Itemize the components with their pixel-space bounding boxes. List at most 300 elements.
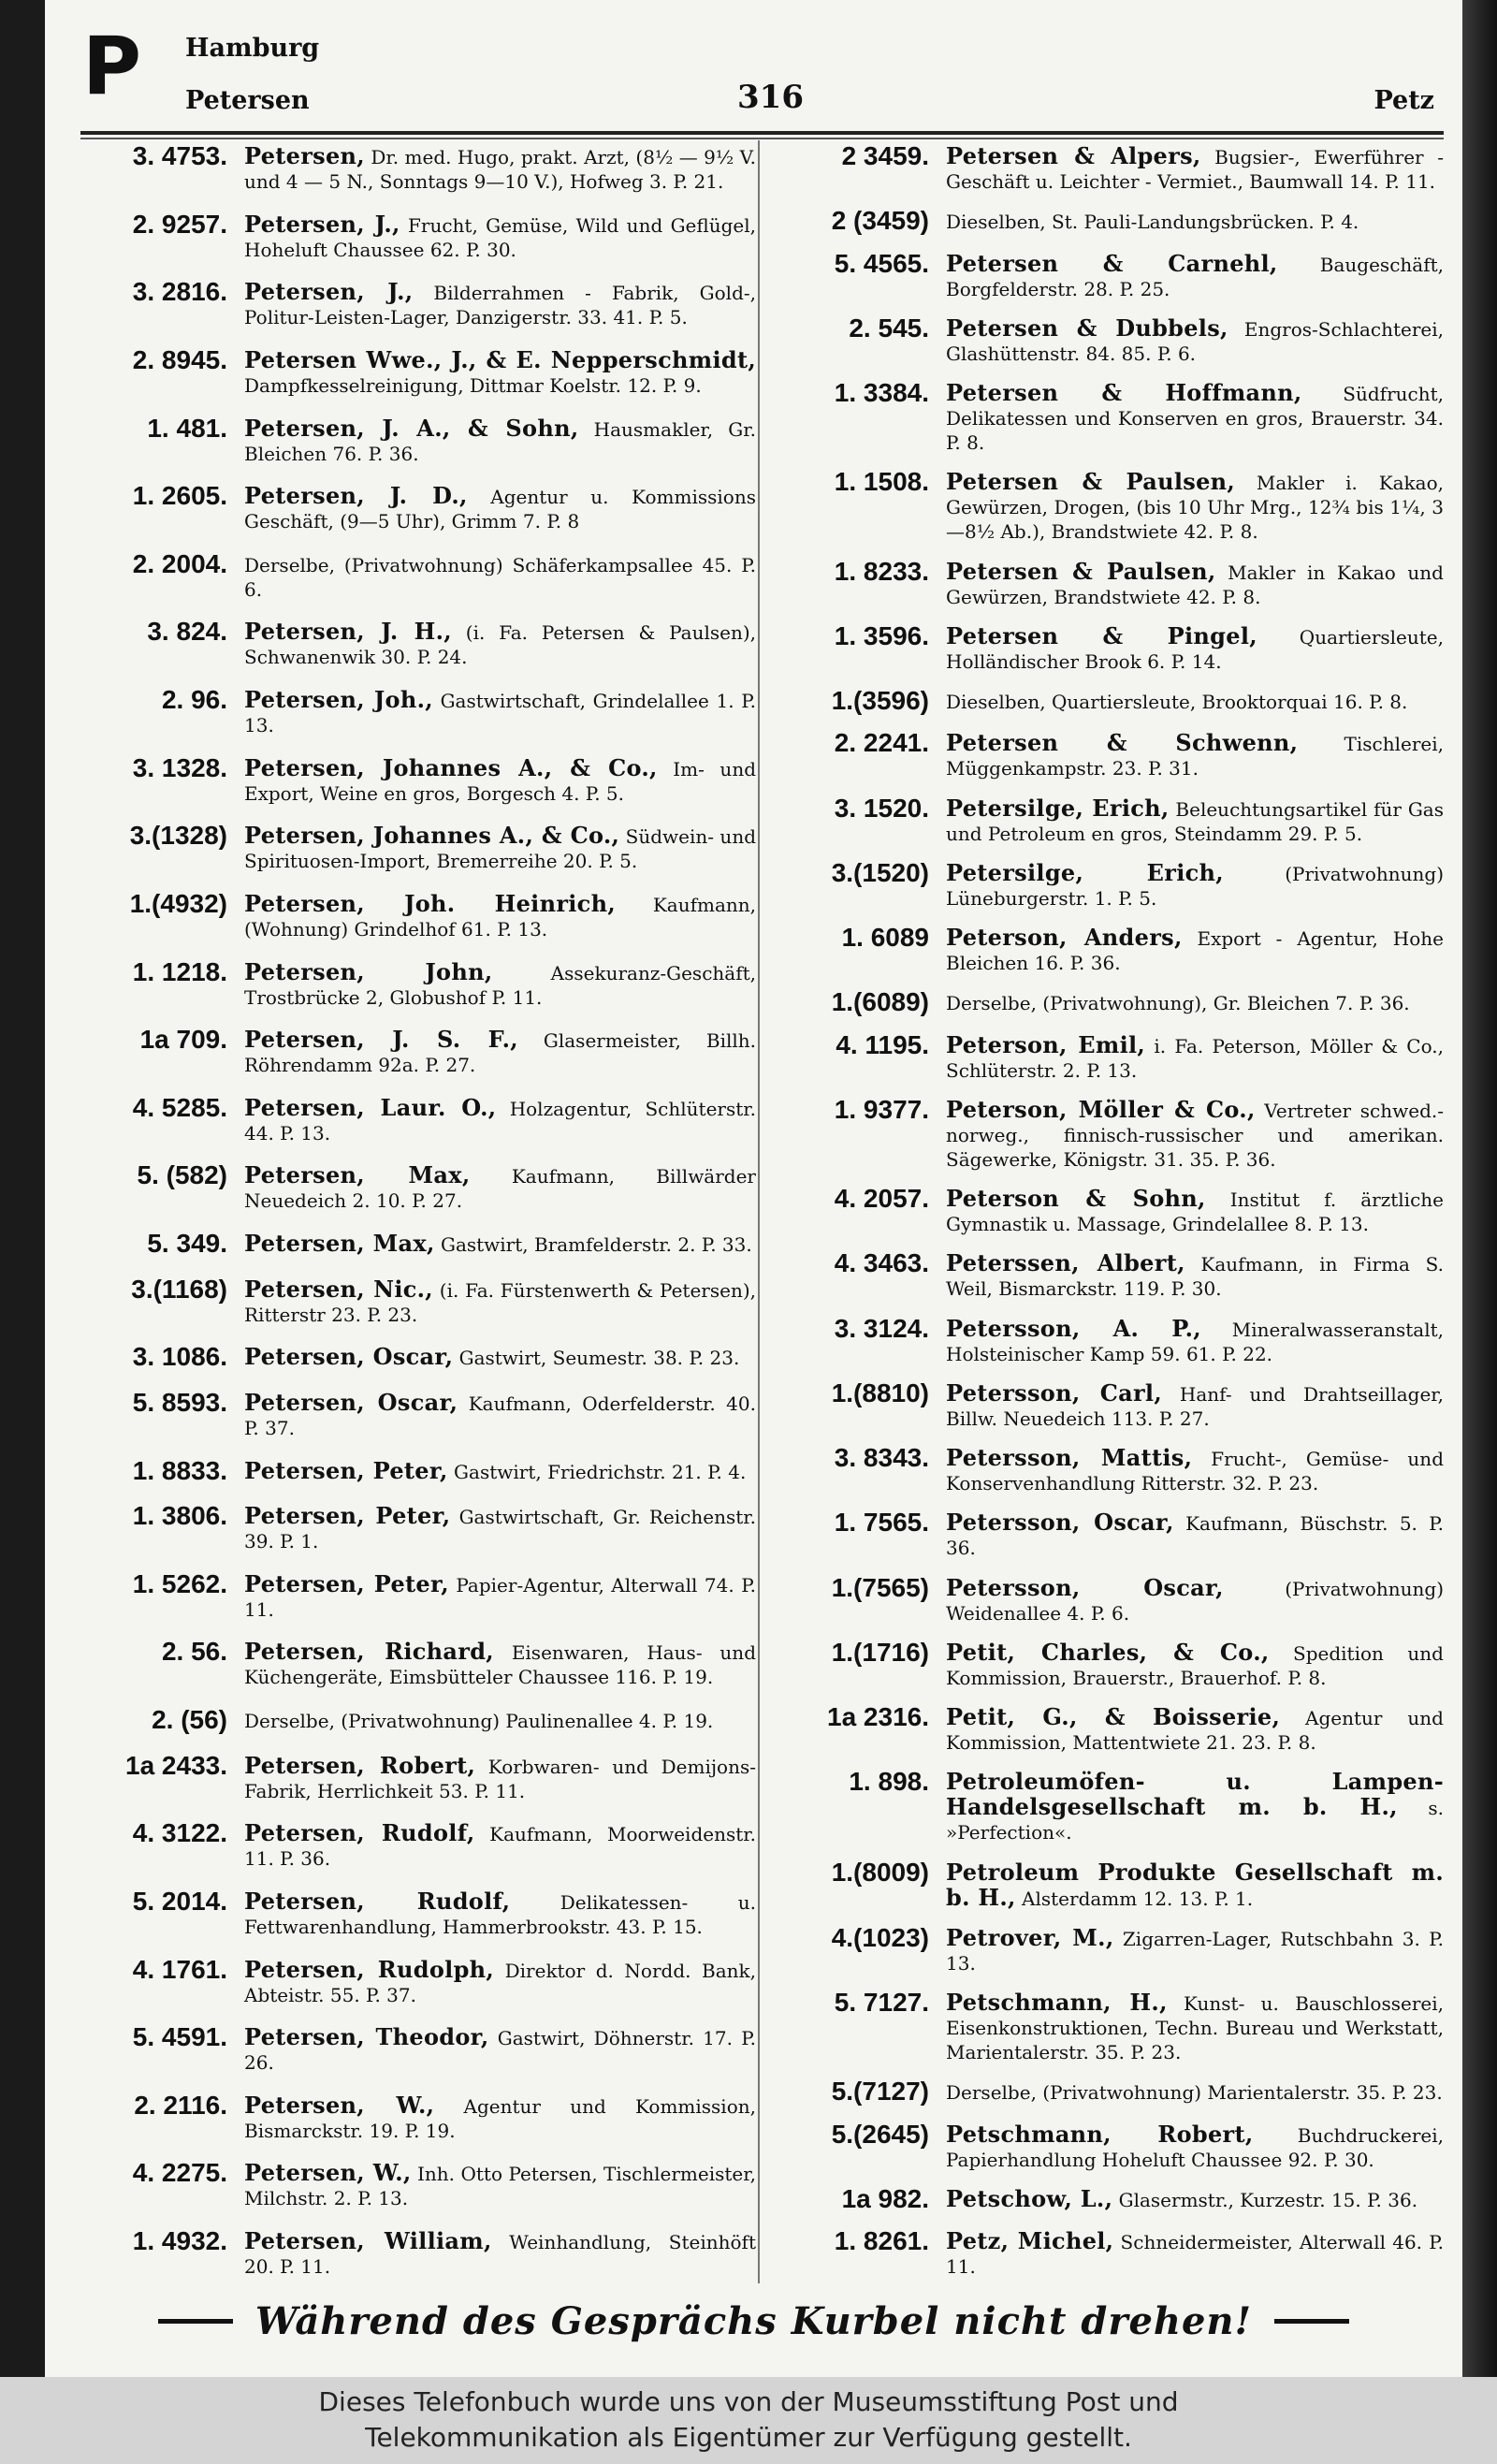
entry-details: Bugsier-, Ewerführer - Geschäft u. Leichter - Vermiet., Baumwall 14. P. 11. bbox=[946, 146, 1445, 193]
directory-entry bbox=[87, 140, 756, 194]
entry-text bbox=[946, 248, 1444, 301]
entry-details: Gastwirtschaft, Gr. Reichenstr. 39. P. 1. bbox=[244, 1506, 756, 1553]
phone-number: 1. 8261. bbox=[834, 2226, 929, 2255]
phone-number: 2. 8945. bbox=[132, 344, 227, 374]
directory-entry bbox=[87, 1159, 756, 1213]
entry-text bbox=[244, 2225, 756, 2279]
entry-details: Hanf- und Drahtseillager, Billw. Neuedeich 113. P. 27. bbox=[946, 1382, 1445, 1430]
entry-text bbox=[946, 140, 1444, 194]
entry-text bbox=[244, 2090, 756, 2143]
left-column bbox=[87, 140, 756, 2279]
entry-text bbox=[946, 2119, 1444, 2172]
directory-entry bbox=[87, 684, 756, 737]
phone-number: 4. 5285. bbox=[132, 1092, 227, 1122]
entry-text bbox=[244, 820, 756, 873]
directory-entry bbox=[87, 1954, 756, 2007]
entry-details: Tischlerei, Müggenkampstr. 23. P. 31. bbox=[946, 733, 1445, 780]
entry-details: Kaufmann, Büschstr. 5. P. 36. bbox=[946, 1512, 1444, 1560]
phone-number: 4. 1761. bbox=[132, 1954, 227, 1984]
subscriber-name: Petersen, Oscar, bbox=[244, 1388, 458, 1416]
phone-number: 4. 2275. bbox=[132, 2158, 227, 2188]
directory-entry bbox=[87, 548, 756, 602]
subscriber-name: Petersen, J., bbox=[244, 210, 400, 238]
subscriber-name: Petschow, L., bbox=[946, 2184, 1113, 2212]
entry-text bbox=[244, 752, 756, 806]
phone-number: 5. 8593. bbox=[132, 1387, 227, 1417]
entry-details: Assekuranz-Geschäft, Trostbrücke 2, Globushof P. 11. bbox=[244, 961, 756, 1009]
entry-text bbox=[244, 1954, 756, 2007]
phone-number: 1. 1218. bbox=[132, 956, 227, 986]
entry-text bbox=[946, 922, 1444, 975]
entry-text bbox=[946, 685, 1444, 714]
entry-details: Korbwaren- und Demijons-Fabrik, Herrlichkeit 53. P. 11. bbox=[244, 1755, 756, 1802]
entry-text bbox=[946, 1766, 1444, 1844]
entry-text bbox=[946, 1378, 1444, 1431]
phone-number: 3. 3124. bbox=[834, 1313, 929, 1343]
entry-details: Dieselben, St. Pauli-Landungsbrücken. P. 4. bbox=[946, 211, 1359, 234]
phone-number: 3. 8343. bbox=[834, 1443, 929, 1472]
phone-number: 4.(1023) bbox=[831, 1922, 929, 1952]
range-end-name: Petz bbox=[1373, 86, 1434, 115]
subscriber-name: Petersen, J. H., bbox=[244, 618, 452, 646]
directory-entry bbox=[775, 140, 1444, 194]
entry-details: Kaufmann, Billwärder Neuedeich 2. 10. P. 27. bbox=[244, 1165, 756, 1213]
subscriber-name: Petersen, Peter, bbox=[244, 1502, 451, 1530]
phone-number: 1a 709. bbox=[139, 1025, 227, 1055]
entry-details: Derselbe, (Privatwohnung) Marientalerstr. 35. P. 23. bbox=[946, 2081, 1443, 2105]
footer-dash-left bbox=[158, 2319, 233, 2324]
right-column bbox=[775, 140, 1444, 2279]
entry-text bbox=[244, 1274, 756, 1327]
subscriber-name: Petersen, bbox=[244, 142, 365, 169]
directory-entry bbox=[775, 1313, 1444, 1366]
entry-text bbox=[946, 1029, 1444, 1083]
entry-details: Südwein- und Spirituosen-Import, Bremerreihe 20. P. 5. bbox=[244, 825, 756, 873]
entry-details: Weinhandlung, Steinhöft 20. P. 11. bbox=[244, 2231, 756, 2278]
directory-entry bbox=[87, 1500, 756, 1553]
directory-entry bbox=[87, 956, 756, 1010]
subscriber-name: Petersen, Rudolph, bbox=[244, 1955, 495, 1983]
header-rule bbox=[80, 131, 1444, 135]
directory-entry bbox=[87, 1024, 756, 1077]
entry-text bbox=[244, 1750, 756, 1803]
entry-details: Agentur und Kommission, Mattentwiete 21. 23. P. 8. bbox=[946, 1707, 1444, 1754]
subscriber-name: Petersen & Carnehl, bbox=[946, 249, 1278, 277]
subscriber-name: Petersen, Oscar, bbox=[244, 1343, 454, 1371]
phone-number: 1. 8233. bbox=[834, 556, 929, 586]
entry-details: Gastwirtschaft, Grindelallee 1. P. 13. bbox=[244, 690, 756, 736]
entry-details: Inh. Otto Petersen, Tischlermeister, Milchstr. 2. P. 13. bbox=[244, 2163, 756, 2210]
entry-text bbox=[244, 2021, 756, 2075]
directory-entry bbox=[775, 1247, 1444, 1301]
entry-details: Dieselben, Quartiersleute, Brooktorquai 16. P. 8. bbox=[946, 691, 1408, 713]
subscriber-name: Petersen & Alpers, bbox=[946, 142, 1201, 169]
directory-entry bbox=[87, 1387, 756, 1440]
directory-entry bbox=[87, 1886, 756, 1939]
directory-entry bbox=[775, 2183, 1444, 2214]
directory-entry bbox=[775, 2119, 1444, 2172]
subscriber-name: Petersson, Oscar, bbox=[946, 1509, 1174, 1537]
directory-entry bbox=[775, 793, 1444, 846]
range-start-name: Petersen bbox=[185, 86, 310, 115]
phone-number: 3.(1520) bbox=[831, 857, 929, 887]
directory-entry bbox=[87, 2090, 756, 2143]
phone-number: 1. 9377. bbox=[834, 1094, 929, 1124]
directory-entry bbox=[775, 1766, 1444, 1844]
subscriber-name: Petersen, W., bbox=[244, 2091, 435, 2119]
entry-text bbox=[946, 1442, 1444, 1495]
entry-text bbox=[244, 616, 756, 669]
entry-text bbox=[946, 1637, 1444, 1690]
directory-entry bbox=[87, 820, 756, 873]
entry-text bbox=[946, 1701, 1444, 1755]
subscriber-name: Petschmann, Robert, bbox=[946, 2120, 1254, 2148]
subscriber-name: Peterson, Möller & Co., bbox=[946, 1095, 1256, 1123]
phone-number: 5. 349. bbox=[147, 1229, 227, 1258]
page-number: 316 bbox=[737, 79, 804, 116]
directory-entry bbox=[775, 1857, 1444, 1911]
page-header bbox=[45, 0, 1462, 140]
entry-details: Kaufmann, (Wohnung) Grindelhof 61. P. 13. bbox=[244, 893, 756, 940]
entry-details: Gastwirt, Döhnerstr. 17. P. 26. bbox=[244, 2027, 756, 2075]
phone-number: 3. 4753. bbox=[132, 141, 227, 170]
directory-entry bbox=[775, 377, 1444, 455]
directory-entry bbox=[775, 922, 1444, 975]
entry-text bbox=[244, 1817, 756, 1871]
subscriber-name: Petit, Charles, & Co., bbox=[946, 1638, 1270, 1666]
directory-entry bbox=[87, 209, 756, 262]
entry-text bbox=[244, 140, 756, 194]
entry-details: (Privatwohnung) Weidenallee 4. P. 6. bbox=[946, 1577, 1444, 1625]
phone-number: 1.(8810) bbox=[831, 1378, 929, 1407]
entry-text bbox=[946, 1572, 1444, 1626]
phone-number: 2. 2241. bbox=[834, 728, 929, 758]
subscriber-name: Petersson, Carl, bbox=[946, 1378, 1162, 1407]
entry-details: Makler i. Kakao, Gewürzen, Drogen, (bis 10 Uhr Mrg., 12¾ bis 1¼, 3—8½ Ab.), Brandstwiete 42. P. 8. bbox=[946, 472, 1444, 544]
entry-details: Makler in Kakao und Gewürzen, Brandstwiete 42. P. 8. bbox=[946, 561, 1444, 608]
directory-entry bbox=[775, 1029, 1444, 1083]
phone-number: 3. 1520. bbox=[834, 793, 929, 823]
phone-number: 3.(1328) bbox=[129, 821, 227, 851]
caption-line-2: Telekommunikation als Eigentümer zur Verfügung gestellt. bbox=[365, 2422, 1132, 2453]
phone-number: 4. 3463. bbox=[834, 1248, 929, 1278]
subscriber-name: Peterson & Sohn, bbox=[946, 1185, 1206, 1212]
subscriber-name: Petersen, Max, bbox=[244, 1161, 471, 1189]
entry-details: Glasermeister, Billh. Röhrendamm 92a. P. 27. bbox=[244, 1029, 756, 1077]
entry-details: Kaufmann, Oderfelderstr. 40. P. 37. bbox=[244, 1392, 756, 1439]
caption-line-1: Dieses Telefonbuch wurde uns von der Museumsstiftung Post und bbox=[318, 2386, 1179, 2417]
entry-text bbox=[244, 1159, 756, 1213]
phone-number: 2 3459. bbox=[841, 141, 929, 170]
entry-text bbox=[946, 556, 1444, 609]
subscriber-name: Petersen, Nic., bbox=[244, 1275, 433, 1303]
entry-text bbox=[244, 480, 756, 533]
entry-details: Export - Agentur, Hohe Bleichen 16. P. 36. bbox=[946, 927, 1444, 974]
subscriber-name: Petersen, Joh., bbox=[244, 686, 433, 713]
subscriber-name: Petersen, Max, bbox=[244, 1230, 435, 1257]
subscriber-name: Petersen, Peter, bbox=[244, 1569, 449, 1597]
directory-entry bbox=[775, 857, 1444, 911]
entry-text bbox=[244, 209, 756, 262]
entry-details: Papier-Agentur, Alterwall 74. P. 11. bbox=[244, 1573, 757, 1621]
entry-text bbox=[946, 1857, 1444, 1911]
entry-details: Holzagentur, Schlüterstr. 44. P. 13. bbox=[244, 1097, 756, 1145]
entry-text bbox=[244, 413, 756, 466]
subscriber-name: Petersilge, Erich, bbox=[946, 794, 1170, 822]
phone-number: 1. 3806. bbox=[132, 1501, 227, 1531]
footer-dash-right bbox=[1274, 2319, 1349, 2324]
subscriber-name: Petersen, Rudolf, bbox=[244, 1819, 475, 1847]
subscriber-name: Petroleum Produkte Gesellschaft m. b. H., bbox=[946, 1858, 1444, 1911]
entry-text bbox=[946, 2076, 1444, 2105]
directory-entry bbox=[775, 685, 1444, 716]
subscriber-name: Petersen, Johannes A., & Co., bbox=[244, 753, 658, 781]
entry-text bbox=[244, 1092, 756, 1145]
subscriber-name: Petersen, J. A., & Sohn, bbox=[244, 414, 579, 442]
phone-number: 4. 3122. bbox=[132, 1818, 227, 1848]
directory-entry bbox=[775, 556, 1444, 609]
directory-entry bbox=[775, 1922, 1444, 1976]
phone-number: 1. 3384. bbox=[834, 378, 929, 407]
subscriber-name: Petroleumöfen- u. Lampen-Handelsgesellschaft m. b. H., bbox=[946, 1768, 1444, 1821]
directory-entry bbox=[87, 616, 756, 669]
directory-entry bbox=[87, 2225, 756, 2279]
phone-number: 5.(7127) bbox=[831, 2077, 929, 2107]
entry-details: Im- und Export, Weine en gros, Borgesch 4. P. 5. bbox=[244, 757, 756, 805]
phone-number: 1. 1508. bbox=[834, 467, 929, 497]
entry-text bbox=[946, 986, 1444, 1015]
phone-number: 2. 545. bbox=[849, 313, 929, 343]
entry-text bbox=[244, 1500, 756, 1553]
footer-notice-text: Während des Gesprächs Kurbel nicht drehen! bbox=[254, 2298, 1253, 2343]
directory-entry bbox=[87, 752, 756, 806]
entry-text bbox=[244, 1341, 756, 1370]
directory-entry bbox=[87, 344, 756, 398]
entry-text bbox=[244, 956, 756, 1010]
header-rule-thin bbox=[80, 138, 1444, 139]
phone-number: 1. 2605. bbox=[132, 481, 227, 511]
phone-number: 2 (3459) bbox=[831, 206, 929, 236]
directory-entry bbox=[87, 1568, 756, 1622]
entry-text bbox=[946, 1094, 1444, 1172]
phone-number: 1.(6089) bbox=[831, 987, 929, 1017]
entry-text bbox=[946, 205, 1444, 234]
entry-text bbox=[244, 1455, 756, 1484]
entry-details: Gastwirt, Bramfelderstr. 2. P. 33. bbox=[434, 1233, 752, 1256]
entry-text bbox=[244, 548, 756, 602]
entry-text bbox=[946, 2225, 1444, 2279]
phone-number: 5. 4591. bbox=[132, 2022, 227, 2052]
subscriber-name: Petersen & Paulsen, bbox=[946, 468, 1236, 496]
column-divider bbox=[758, 140, 760, 2283]
entry-text bbox=[946, 1183, 1444, 1236]
phone-number: 1. 8833. bbox=[132, 1455, 227, 1485]
subscriber-name: Petersson, Mattis, bbox=[946, 1444, 1193, 1471]
entry-details: Eisenwaren, Haus- und Küchengeräte, Eimsbütteler Chaussee 116. P. 19. bbox=[244, 1641, 756, 1689]
directory-entry bbox=[775, 1442, 1444, 1495]
caption-bar bbox=[0, 2377, 1497, 2464]
subscriber-name: Petersen & Pingel, bbox=[946, 621, 1257, 649]
entry-details: i. Fa. Peterson, Möller & Co., Schlüterstr. 2. P. 13. bbox=[946, 1034, 1444, 1082]
entry-details: Agentur und Kommission, Bismarckstr. 19. P. 19. bbox=[244, 2094, 756, 2142]
directory-entry bbox=[87, 1750, 756, 1803]
directory-entry bbox=[775, 1183, 1444, 1236]
directory-entry bbox=[775, 2076, 1444, 2107]
directory-entry bbox=[87, 1341, 756, 1372]
phone-number: 3.(1168) bbox=[131, 1274, 227, 1304]
phone-number: 1.(3596) bbox=[831, 686, 929, 715]
entry-text bbox=[946, 377, 1444, 455]
phone-number: 3. 1086. bbox=[132, 1342, 227, 1372]
phone-number: 2. 56. bbox=[161, 1637, 227, 1667]
directory-entry bbox=[87, 2021, 756, 2075]
subscriber-name: Petersen, Richard, bbox=[244, 1638, 494, 1666]
phone-number: 2. 96. bbox=[161, 685, 227, 714]
directory-entry bbox=[87, 1228, 756, 1259]
phone-number: 3. 2816. bbox=[132, 277, 227, 307]
entry-details: Derselbe, (Privatwohnung) Paulinenallee 4. P. 19. bbox=[244, 1710, 714, 1732]
entry-details: s. »Perfection«. bbox=[946, 1797, 1444, 1844]
phone-number: 1a 982. bbox=[841, 2183, 929, 2213]
phone-number: 1. 6089 bbox=[841, 923, 929, 952]
phone-number: 1. 7565. bbox=[834, 1508, 929, 1538]
entry-text bbox=[946, 1987, 1444, 2064]
entry-text bbox=[946, 1507, 1444, 1560]
phone-number: 1. 5262. bbox=[132, 1568, 227, 1598]
entry-details: (i. Fa. Petersen & Paulsen), Schwanenwik 30. P. 24. bbox=[244, 621, 757, 669]
subscriber-name: Petersen, Rudolf, bbox=[244, 1887, 511, 1915]
directory-entry bbox=[775, 248, 1444, 301]
entry-details: Südfrucht, Delikatessen und Konserven en gros, Brauerstr. 34. P. 8. bbox=[946, 383, 1444, 454]
entry-details: (i. Fa. Fürstenwerth & Petersen), Ritterstr 23. P. 23. bbox=[244, 1278, 756, 1326]
entry-details: Hausmakler, Gr. Bleichen 76. P. 36. bbox=[244, 417, 756, 465]
directory-entry bbox=[775, 313, 1444, 366]
phone-number: 2. 2004. bbox=[132, 548, 227, 578]
subscriber-name: Petersen, J., bbox=[244, 278, 414, 306]
subscriber-name: Petersen, Laur. O., bbox=[244, 1093, 497, 1121]
entry-details: Kunst- u. Bauschlosserei, Eisenkonstruktionen, Techn. Bureau und Werkstatt, Marientalerstr. 35. P. 23. bbox=[946, 1992, 1444, 2063]
entry-details: Zigarren-Lager, Rutschbahn 3. P. 13. bbox=[946, 1927, 1444, 1975]
phone-number: 1.(7565) bbox=[831, 1572, 929, 1602]
phone-number: 1. 4932. bbox=[132, 2226, 227, 2255]
entry-text bbox=[946, 466, 1444, 544]
subscriber-name: Petersson, Oscar, bbox=[946, 1573, 1224, 1601]
entry-details: Gastwirt, Friedrichstr. 21. P. 4. bbox=[447, 1460, 747, 1483]
entry-details: Vertreter schwed.-norweg., finnisch-russischer und amerikan. Sägewerke, Königstr. 31. 35. P. 36. bbox=[946, 1099, 1444, 1171]
directory-entry bbox=[775, 727, 1444, 780]
directory-entry bbox=[775, 2225, 1444, 2279]
entry-details: Institut f. ärztliche Gymnastik u. Massage, Grindelallee 8. P. 13. bbox=[946, 1188, 1444, 1235]
page-edge-shadow bbox=[1462, 0, 1497, 2377]
subscriber-name: Petersen & Hoffmann, bbox=[946, 379, 1302, 406]
entry-details: Kaufmann, Moorweidenstr. 11. P. 36. bbox=[244, 1823, 756, 1871]
entry-text bbox=[244, 1636, 756, 1689]
entry-text bbox=[244, 1886, 756, 1939]
section-letter: P bbox=[82, 20, 142, 113]
entry-text bbox=[946, 857, 1444, 911]
phone-number: 1a 2316. bbox=[827, 1702, 929, 1731]
entry-details: Delikatessen- u. Fettwarenhandlung, Hammerbrookstr. 43. P. 15. bbox=[244, 1890, 756, 1938]
directory-entry bbox=[775, 1572, 1444, 1626]
phone-number: 1.(1716) bbox=[831, 1637, 929, 1667]
directory-entry bbox=[775, 986, 1444, 1017]
entry-details: Baugeschäft, Borgfelderstr. 28. P. 25. bbox=[946, 253, 1444, 300]
phone-number: 5. (582) bbox=[137, 1160, 227, 1190]
directory-entry bbox=[87, 1704, 756, 1735]
entry-text bbox=[946, 1313, 1444, 1366]
entry-details: Direktor d. Nordd. Bank, Abteistr. 55. P. 37. bbox=[244, 1959, 756, 2006]
directory-entry bbox=[87, 1817, 756, 1871]
subscriber-name: Peterssen, Albert, bbox=[946, 1249, 1185, 1277]
phone-number: 1.(4932) bbox=[129, 888, 227, 918]
phone-number: 1a 2433. bbox=[125, 1750, 227, 1780]
directory-entry bbox=[775, 1701, 1444, 1755]
subscriber-name: Petschmann, H., bbox=[946, 1989, 1168, 2016]
entry-details: (Privatwohnung) Lüneburgerstr. 1. P. 5. bbox=[946, 862, 1444, 910]
directory-entry bbox=[87, 2157, 756, 2210]
entry-text bbox=[946, 727, 1444, 780]
subscriber-name: Petersen, William, bbox=[244, 2227, 492, 2254]
directory-entry bbox=[87, 480, 756, 533]
entry-details: Kaufmann, in Firma S. Weil, Bismarckstr. 119. P. 30. bbox=[946, 1253, 1444, 1301]
subscriber-name: Petersson, A. P., bbox=[946, 1314, 1201, 1342]
directory-entry bbox=[775, 466, 1444, 544]
entry-details: Glasermstr., Kurzestr. 15. P. 36. bbox=[1112, 2188, 1418, 2211]
directory-entry bbox=[775, 1507, 1444, 1560]
entry-text bbox=[244, 344, 756, 398]
subscriber-name: Petersen, John, bbox=[244, 957, 493, 985]
city-name: Hamburg bbox=[185, 34, 320, 63]
entry-text bbox=[244, 2157, 756, 2210]
entry-text bbox=[946, 2183, 1444, 2212]
entry-text bbox=[244, 684, 756, 737]
entry-details: Bilderrahmen - Fabrik, Gold-, Politur-Leisten-Lager, Danzigerstr. 33. 41. P. 5. bbox=[244, 282, 757, 329]
entry-details: Agentur u. Kommissions Geschäft, (9—5 Uhr), Grimm 7. P. 8 bbox=[244, 486, 756, 533]
subscriber-name: Petz, Michel, bbox=[946, 2227, 1114, 2254]
directory-entry bbox=[87, 1092, 756, 1145]
directory-entry bbox=[775, 1637, 1444, 1690]
entry-details: Buchdruckerei, Papierhandlung Hoheluft Chaussee 92. P. 30. bbox=[946, 2123, 1444, 2171]
subscriber-name: Petersen & Paulsen, bbox=[946, 557, 1216, 585]
entry-details: Quartiersleute, Holländischer Brook 6. P. 14. bbox=[946, 625, 1444, 673]
subscriber-name: Petersen, Joh. Heinrich, bbox=[244, 889, 616, 917]
directory-entry bbox=[87, 413, 756, 466]
footer-notice bbox=[45, 2279, 1462, 2363]
subscriber-name: Petersen, Peter, bbox=[244, 1456, 448, 1484]
subscriber-name: Petit, G., & Boisserie, bbox=[946, 1703, 1281, 1730]
entry-details: Gastwirt, Seumestr. 38. P. 23. bbox=[453, 1347, 740, 1370]
entry-details: Mineralwasseranstalt, Holsteinischer Kamp 59. 61. P. 22. bbox=[946, 1318, 1444, 1365]
phone-number: 2. 2116. bbox=[134, 2090, 227, 2120]
subscriber-name: Petersen, J. D., bbox=[244, 482, 468, 510]
subscriber-name: Petersen, Johannes A., & Co., bbox=[244, 822, 620, 850]
entry-details: Alsterdamm 12. 13. P. 1. bbox=[1015, 1887, 1254, 1910]
directory-entry bbox=[87, 1455, 756, 1486]
directory-entry bbox=[87, 1274, 756, 1327]
directory-entry bbox=[775, 1094, 1444, 1172]
subscriber-name: Petersen & Dubbels, bbox=[946, 313, 1228, 342]
subscriber-name: Petersilge, Erich, bbox=[946, 858, 1224, 886]
entry-text bbox=[244, 276, 756, 329]
subscriber-name: Peterson, Anders, bbox=[946, 924, 1183, 951]
directory-entry bbox=[775, 620, 1444, 674]
directory-entry bbox=[775, 1378, 1444, 1431]
phone-number: 5. 2014. bbox=[132, 1886, 227, 1916]
entry-text bbox=[946, 313, 1444, 366]
subscriber-name: Petersen, J. S. F., bbox=[244, 1026, 518, 1054]
directory-entry bbox=[87, 1636, 756, 1689]
entry-text bbox=[946, 620, 1444, 674]
